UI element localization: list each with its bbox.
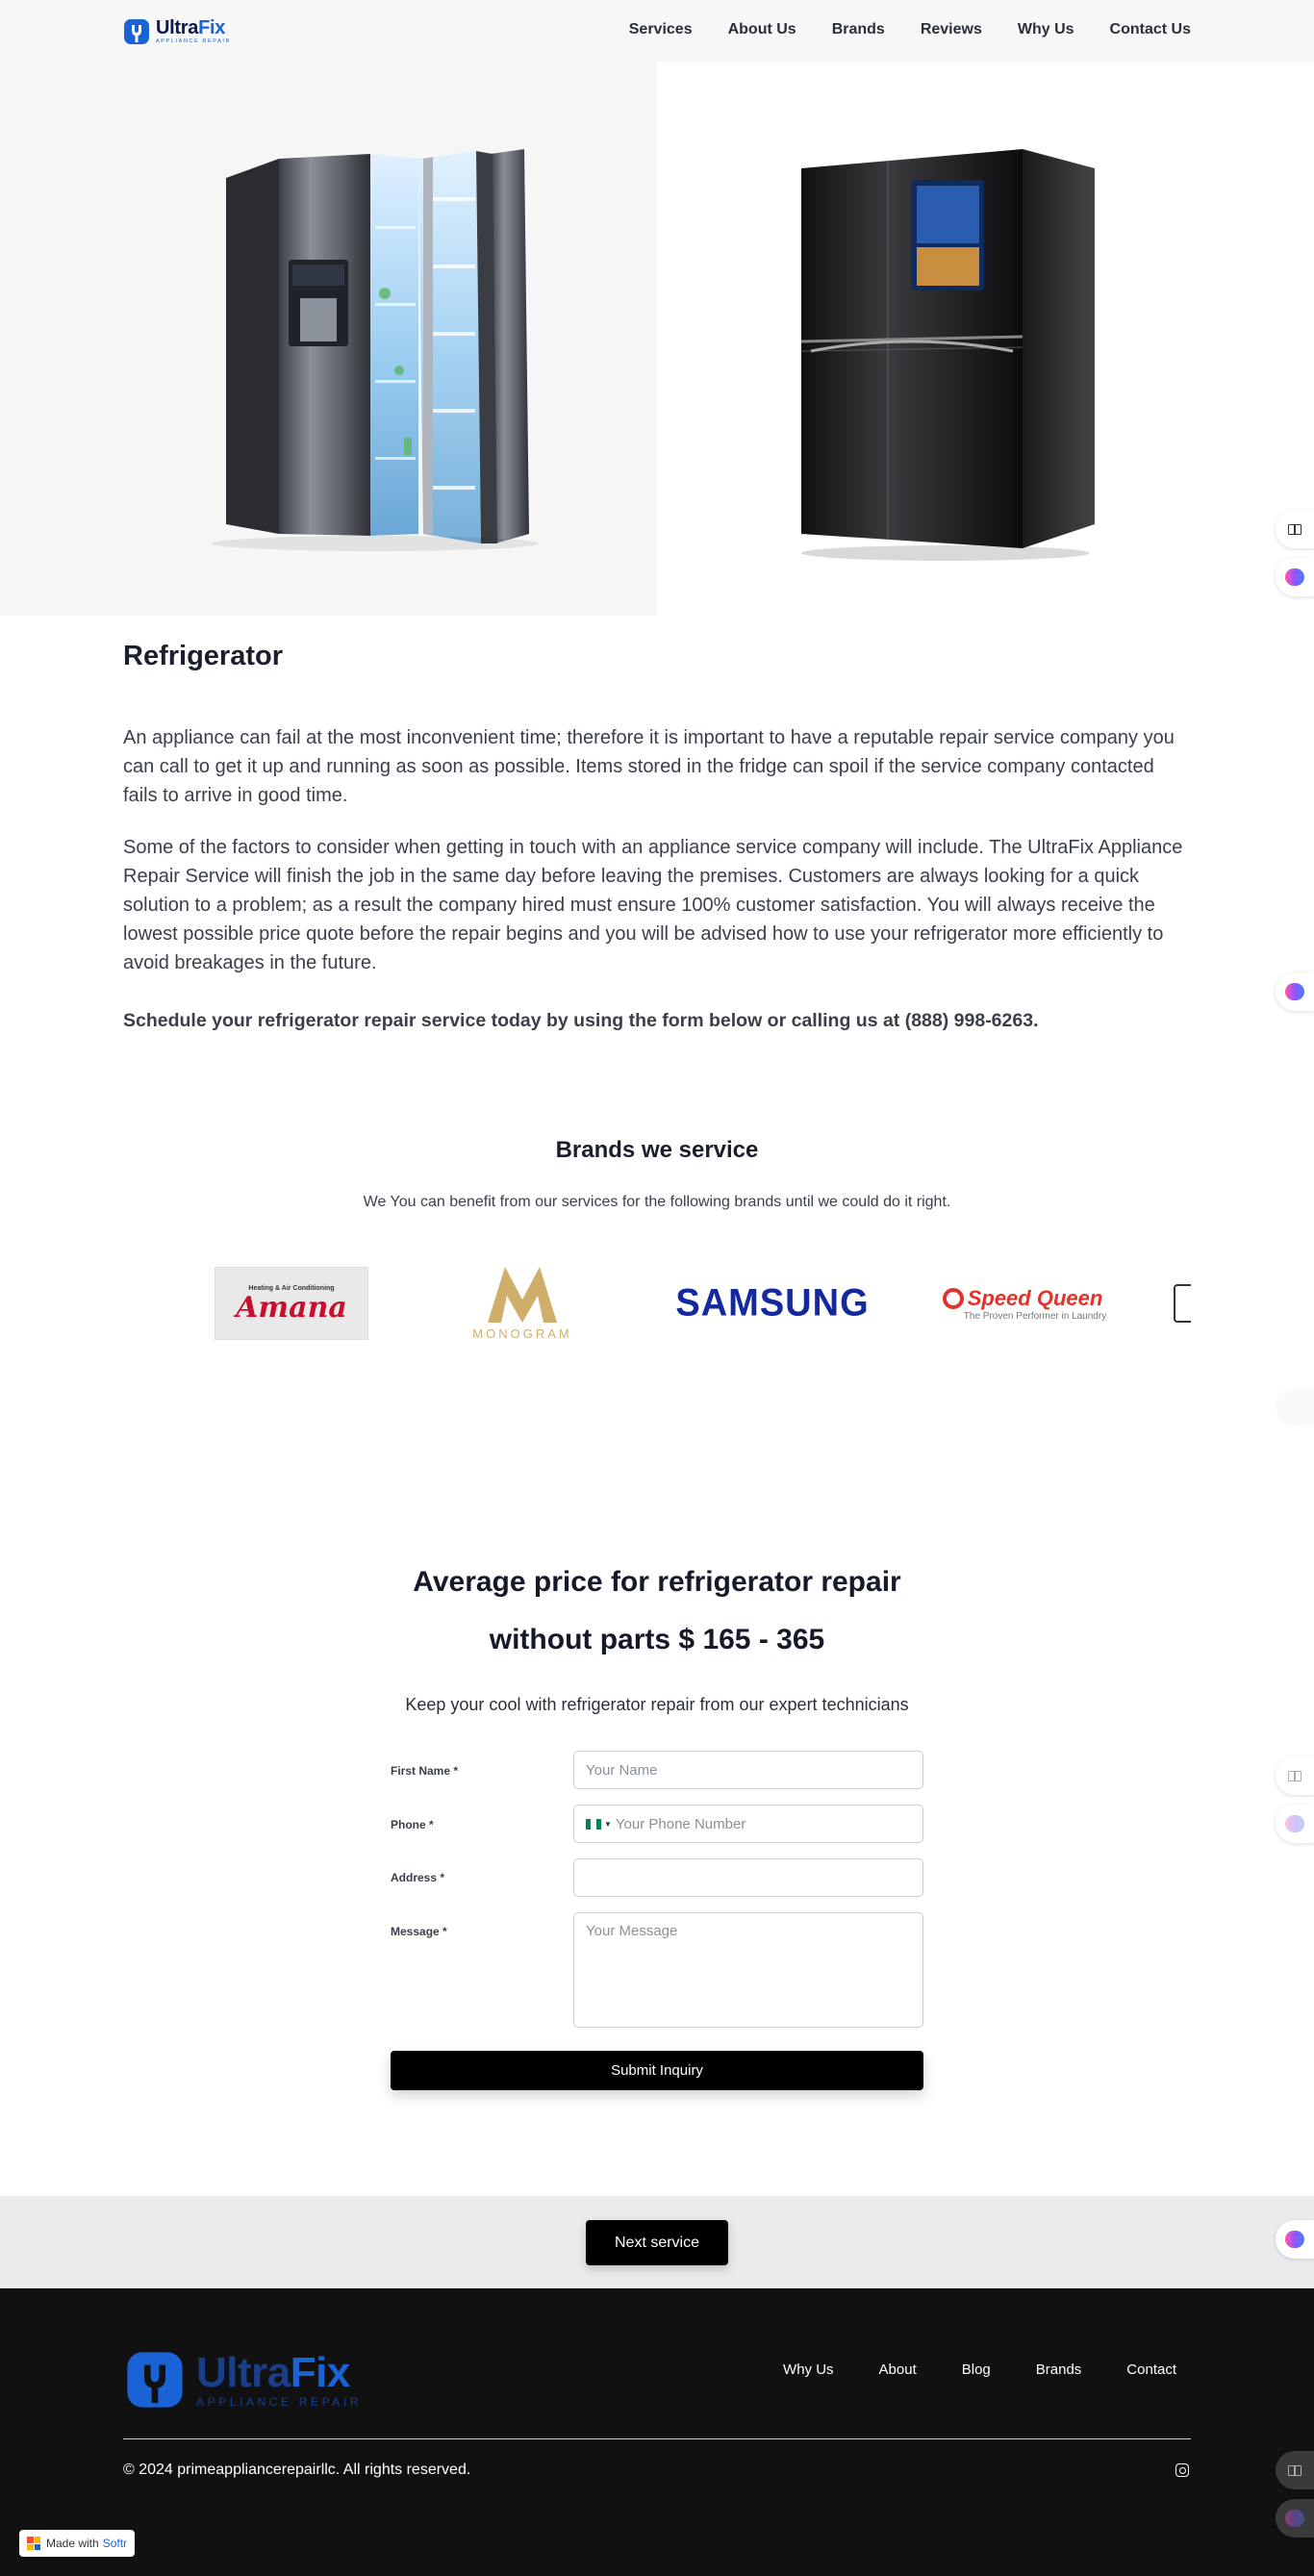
pricing-range: without parts $ 165 - 365 xyxy=(489,1624,825,1655)
footer-nav xyxy=(783,2361,1176,2378)
first-name-label: First Name * xyxy=(391,1764,459,1778)
made-with-text: Made with xyxy=(46,2537,99,2550)
instagram-icon[interactable] xyxy=(1175,2463,1189,2477)
chevron-down-icon[interactable]: ▼ xyxy=(604,1819,612,1829)
footer-nav-brands[interactable]: Brands xyxy=(1035,2361,1082,2378)
softr-brand-text: Softr xyxy=(102,2537,128,2550)
nav-services[interactable]: Services xyxy=(628,21,693,38)
speed-queen-q-icon xyxy=(943,1288,964,1309)
address-label: Address * xyxy=(391,1871,445,1884)
brand-logo-monogram xyxy=(445,1250,599,1356)
brand-logo-partial xyxy=(1174,1250,1191,1356)
ai-widget-2[interactable] xyxy=(1276,972,1314,1011)
intro-paragraph: An appliance can fail at the most inconvenient time; therefore it is important to have a reputable repair service company you can call to get it up and running as soon as possible. Items stored in the fridge can spoil if the service company contacted fails to arrive in good time. xyxy=(123,727,1175,806)
nav-contact-us[interactable]: Contact Us xyxy=(1109,21,1191,38)
book-icon xyxy=(1288,2465,1301,2476)
brand-logo-amana xyxy=(215,1250,368,1356)
service-content xyxy=(123,641,1191,1031)
book-icon xyxy=(1288,1771,1301,1781)
brain-icon xyxy=(1285,2510,1304,2527)
page-title: Refrigerator xyxy=(123,641,283,671)
refrigerator-black-image xyxy=(657,63,1314,616)
message-label: Message * xyxy=(391,1925,447,1938)
main-nav xyxy=(629,21,1191,38)
ai-widget[interactable] xyxy=(1276,558,1314,596)
footer-logo-name-part2: Fix xyxy=(290,2349,350,2396)
brain-icon xyxy=(1285,2231,1304,2248)
made-with-softr-badge[interactable] xyxy=(19,2530,135,2557)
brain-icon xyxy=(1285,983,1304,1000)
footer-nav-blog[interactable]: Blog xyxy=(961,2361,991,2378)
footer-nav-contact[interactable]: Contact xyxy=(1126,2361,1176,2378)
samsung-wordmark: SAMSUNG xyxy=(675,1281,870,1325)
hero-image-left xyxy=(0,63,657,616)
speed-queen-wordmark: Speed Queen xyxy=(967,1285,1103,1310)
message-textarea[interactable] xyxy=(573,1912,923,2028)
next-service-button[interactable]: Next service xyxy=(586,2220,728,2265)
first-name-input[interactable] xyxy=(573,1751,923,1789)
hero-image-right xyxy=(657,63,1314,616)
phone-input[interactable] xyxy=(616,1816,922,1832)
monogram-m-icon xyxy=(484,1267,561,1323)
phone-field xyxy=(573,1805,923,1843)
logo-tagline: APPLIANCE REPAIR xyxy=(156,38,232,45)
cta-paragraph: Schedule your refrigerator repair service today by using the form below or calling us at (888) 998-6263. xyxy=(123,1010,1039,1031)
brands-subtitle: We You can benefit from our services for the following brands until we could do it right. xyxy=(363,1194,951,1210)
nigeria-flag-icon[interactable] xyxy=(586,1819,601,1830)
brands-title: Brands we service xyxy=(555,1137,759,1163)
refrigerator-open-image xyxy=(0,63,657,616)
brain-icon xyxy=(1285,1815,1304,1832)
logo-name-part1: Ultra xyxy=(156,17,199,39)
wrench-logo-icon xyxy=(123,17,150,46)
speed-queen-tagline: The Proven Performer in Laundry xyxy=(963,1310,1107,1322)
brand-logo-samsung xyxy=(676,1250,869,1356)
softr-logo-icon xyxy=(27,2537,40,2550)
amana-tagline: Heating & Air Conditioning xyxy=(248,1284,335,1292)
pricing-note: Keep your cool with refrigerator repair from our expert technicians xyxy=(405,1695,909,1714)
footer-logo-name-part1: Ultra xyxy=(196,2349,291,2396)
reader-widget[interactable] xyxy=(1276,510,1314,548)
book-icon xyxy=(1288,524,1301,535)
copyright-text: © 2024 primeappliancerepairllc. All rights reserved. xyxy=(123,2462,471,2478)
ai-widget-4[interactable] xyxy=(1276,2220,1314,2259)
nav-why-us[interactable]: Why Us xyxy=(1017,21,1074,38)
footer-divider xyxy=(123,2438,1191,2439)
ai-widget-5[interactable] xyxy=(1276,2499,1314,2538)
reader-widget-3[interactable] xyxy=(1276,2451,1314,2489)
submit-inquiry-button[interactable]: Submit Inquiry xyxy=(391,2051,923,2090)
nav-brands[interactable]: Brands xyxy=(831,21,885,38)
factors-paragraph: Some of the factors to consider when getting in touch with an appliance service company will include. The UltraFix Appliance Repair Service will finish the job in the same day before leaving the premises. Customers are always looking for a quick solution to a problem; as a result the company hired must ensure 100% customer satisfaction. You will always receive the lowest possible price quote before the repair begins and you will be advised how to use your refrigerator more efficiently to avoid breakages in the future. xyxy=(123,837,1183,973)
brand-logo-speed-queen xyxy=(926,1250,1119,1356)
monogram-wordmark: MONOGRAM xyxy=(472,1326,572,1341)
reader-widget-2[interactable] xyxy=(1276,1756,1314,1795)
ai-widget-3[interactable] xyxy=(1276,1805,1314,1843)
nav-reviews[interactable]: Reviews xyxy=(920,21,982,38)
wrench-logo-icon xyxy=(123,2348,187,2412)
nav-about-us[interactable]: About Us xyxy=(727,21,796,38)
brand-carousel[interactable] xyxy=(123,1250,1191,1356)
logo-name-part2: Fix xyxy=(198,17,226,39)
site-header xyxy=(0,0,1314,63)
footer-nav-why-us[interactable]: Why Us xyxy=(783,2361,834,2378)
faded-widget[interactable] xyxy=(1276,1388,1314,1427)
footer-nav-about[interactable]: About xyxy=(878,2361,917,2378)
site-logo[interactable] xyxy=(123,17,231,46)
address-input[interactable] xyxy=(573,1858,923,1897)
next-service-band xyxy=(0,2196,1314,2288)
phone-label: Phone * xyxy=(391,1818,434,1831)
brain-icon xyxy=(1285,568,1304,586)
footer-logo[interactable] xyxy=(123,2348,362,2412)
pricing-title: Average price for refrigerator repair xyxy=(413,1566,901,1598)
site-footer xyxy=(0,2288,1314,2576)
amana-wordmark: Amana xyxy=(236,1290,347,1325)
footer-logo-tagline: APPLIANCE REPAIR xyxy=(196,2395,363,2409)
